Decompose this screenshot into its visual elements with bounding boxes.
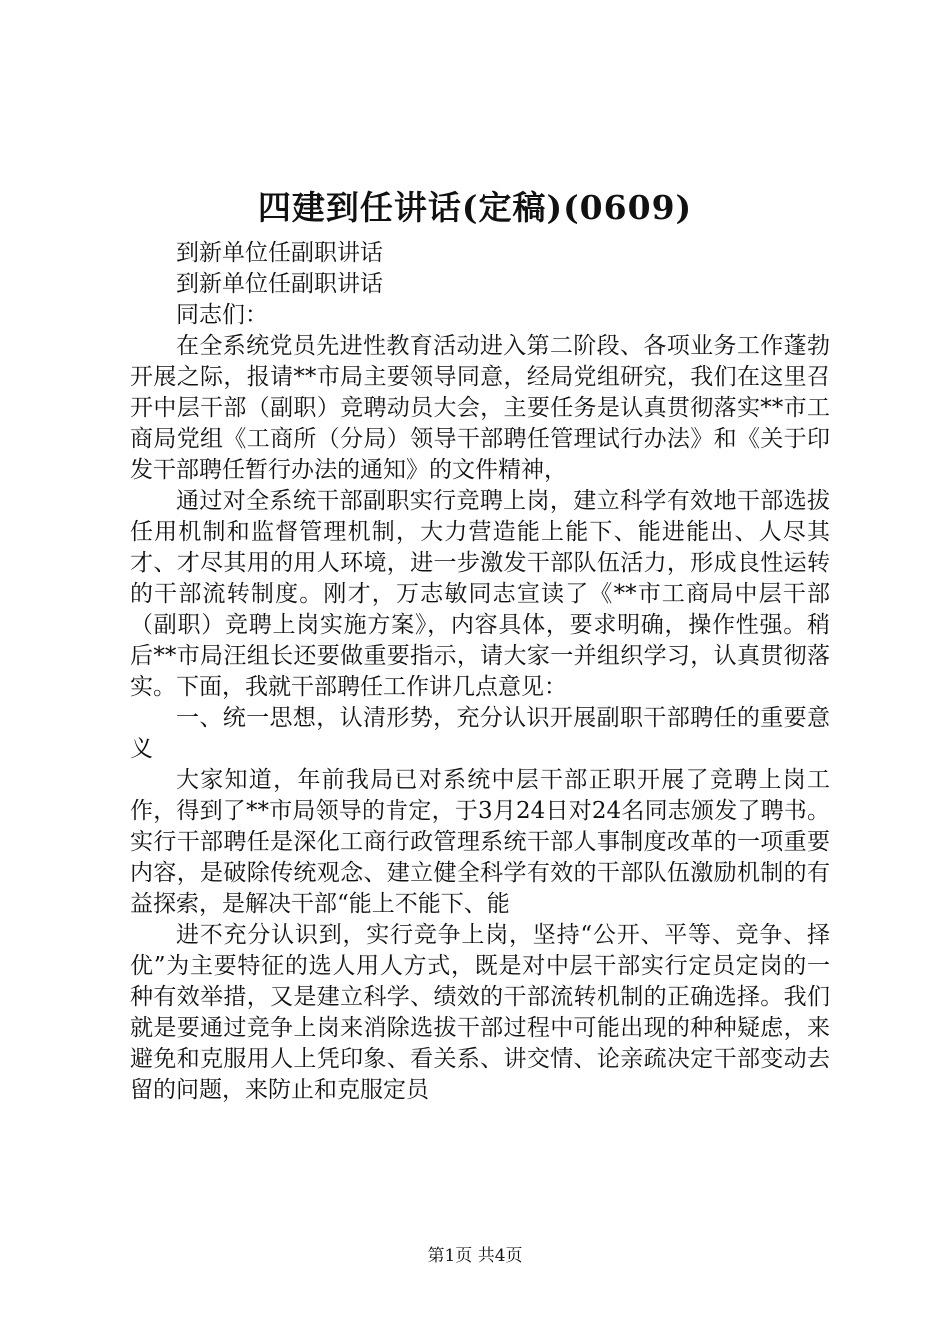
document-body	[130, 238, 830, 1106]
paragraph-body: 通过对全系统干部副职实行竞聘上岗，建立科学有效地干部选拔任用机制和监督管理机制，大力营造能上能下、能进能出、人尽其才、才尽其用的用人环境，进一步激发干部队伍活力，形成良性运转的干部流转制度。刚才，万志敏同志宣读了《**市工商局中层干部（副职）竞聘上岗实施方案》，内容具体，要求明确，操作性强。稍后**市局汪组长还要做重要指示，请大家一并组织学习，认真贯彻落实。下面，我就干部聘任工作讲几点意见：	[130, 488, 830, 700]
paragraph-body: 在全系统党员先进性教育活动进入第二阶段、各项业务工作蓬勃开展之际，报请**市局主要领导同意，经局党组研究，我们在这里召开中层干部（副职）竞聘动员大会，主要任务是认真贯彻落实**市工商局党组《工商所（分局）领导干部聘任管理试行办法》和《关于印发干部聘任暂行办法的通知》的文件精神，	[130, 333, 830, 483]
paragraph-body: 进不充分认识到，实行竞争上岗，坚持“公开、平等、竞争、择优”为主要特征的选人用人方式，既是对中层干部实行定员定岗的一种有效举措，又是建立科学、绩效的干部流转机制的正确选择。我们就是要通过竞争上岗来消除选拔干部过程中可能出现的种种疑虑，来避免和克服用人上凭印象、看关系、讲交情、论亲疏决定干部变动去留的问题，来防止和克服定员	[130, 922, 830, 1103]
page-footer: 第1页 共4页	[427, 1246, 523, 1266]
paragraph-subtitle-1: 到新单位任副职讲话	[176, 240, 383, 266]
paragraph-subtitle-2: 到新单位任副职讲话	[176, 271, 383, 297]
document-title: 四建到任讲话(定稿)(0609)	[257, 188, 693, 227]
section-heading: 一、统一思想，认清形势，充分认识开展副职干部聘任的重要意义	[130, 705, 830, 762]
paragraph-body: 大家知道，年前我局已对系统中层干部正职开展了竞聘上岗工作，得到了**市局领导的肯定，于3月24日对24名同志颁发了聘书。实行干部聘任是深化工商行政管理系统干部人事制度改革的一项重要内容，是破除传统观念、建立健全科学有效的干部队伍激励机制的有益探索，是解决干部“能上不能下、能	[130, 767, 830, 917]
paragraph-salutation: 同志们：	[176, 302, 268, 328]
